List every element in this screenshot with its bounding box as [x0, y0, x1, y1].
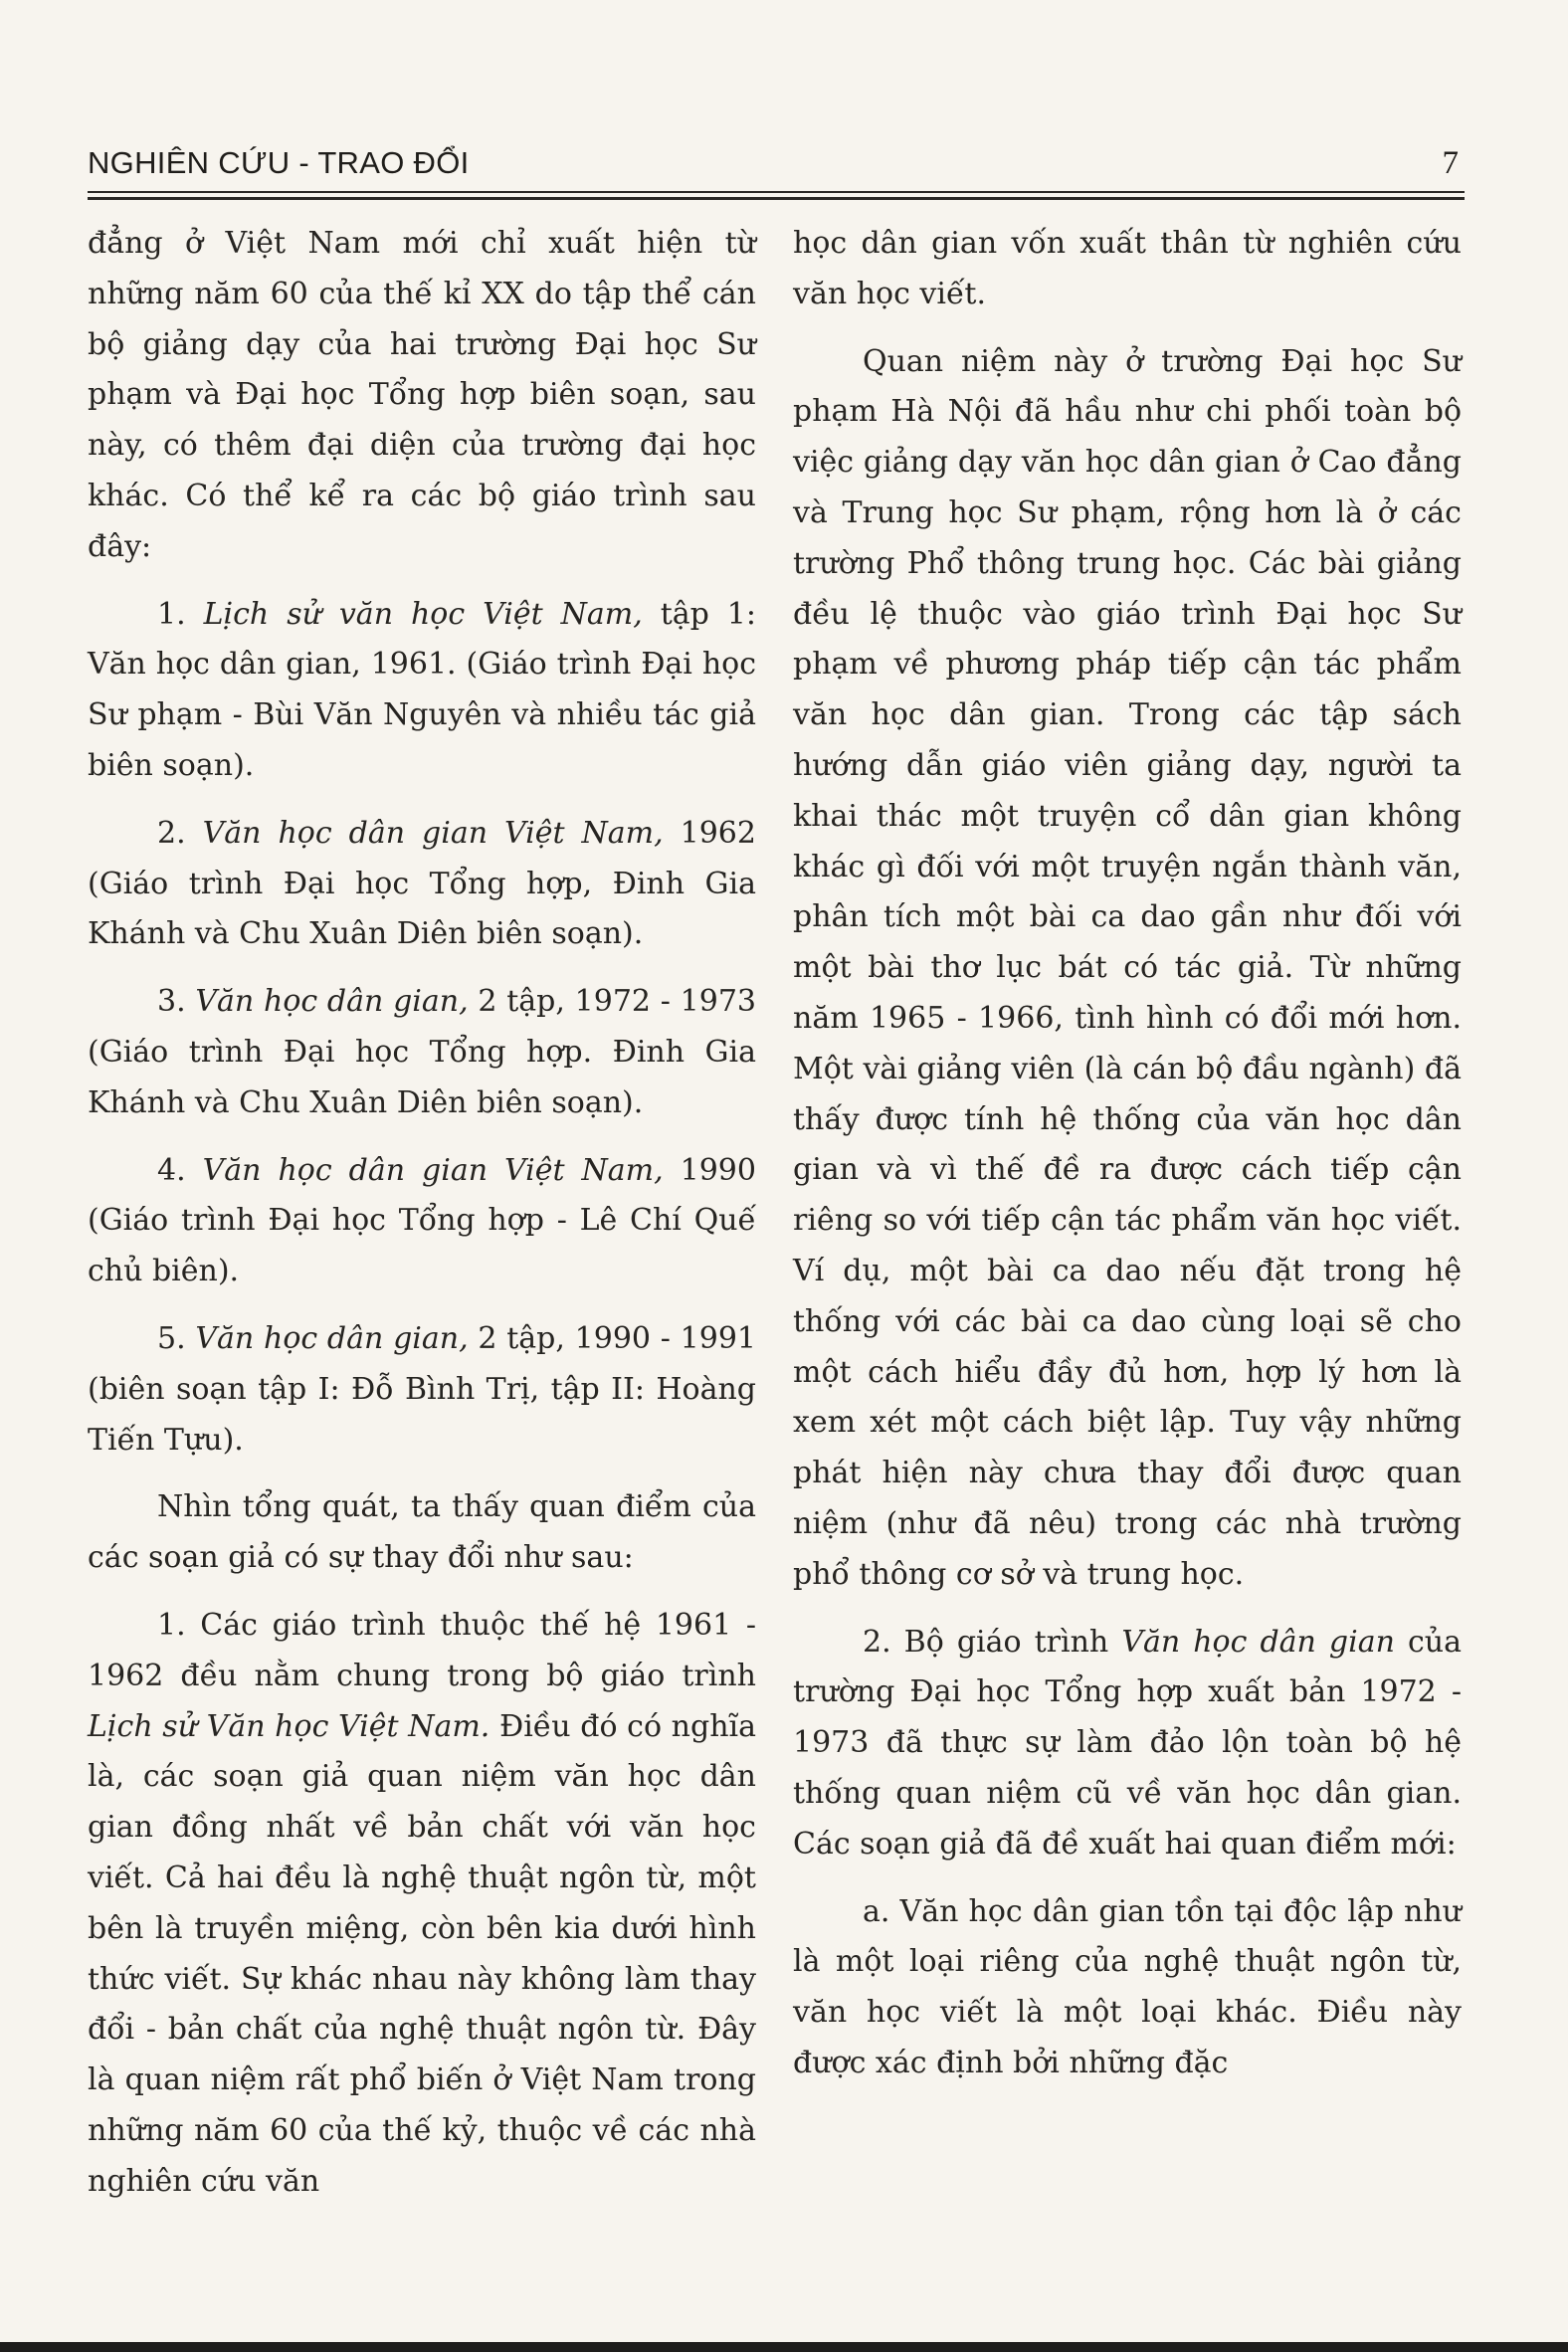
book-title: Văn học dân gian,: [195, 984, 469, 1020]
list-number: 1.: [157, 596, 204, 632]
list-item-4: [88, 1146, 756, 1297]
paragraph-conception: Quan niệm này ở trường Đại học Sư phạm Hà Nội đã hầu như chi phối toàn bộ việc giảng dạy văn học dân gian ở Cao đẳng và Trung học Sư phạm, rộng hơn là ở các trường Phổ thông trung học. Các bài giảng đều lệ thuộc vào giáo trình Đại học Sư phạm về phương pháp tiếp cận tác phẩm văn học dân gian. Trong các tập sách hướng dẫn giáo viên giảng dạy, người ta khai thác một truyện cổ dân gian không khác gì đối với một truyện ngắn thành văn, phân tích một bài ca dao gần như đối với một bài thơ lục bát có tác giả. Từ những năm 1965 - 1966, tình hình có đổi mới hơn. Một vài giảng viên (là cán bộ đầu ngành) đã thấy được tính hệ thống của văn học dân gian và vì thế đề ra được cách tiếp cận riêng so với tiếp cận tác phẩm văn học viết. Ví dụ, một bài ca dao nếu đặt trong hệ thống với các bài ca dao cùng loại sẽ cho một cách hiểu đầy đủ hơn, hợp lý hơn là xem xét một cách biệt lập. Tuy vậy những phát hiện này chưa thay đổi được quan niệm (như đã nêu) trong các nhà trường phổ thông cơ sở và trung học.: [793, 343, 1462, 1592]
paragraph-point-2: [793, 1618, 1462, 1870]
paragraph-continued: đẳng ở Việt Nam mới chỉ xuất hiện từ những năm 60 của thế kỉ XX do tập thể cán bộ giảng dạy của hai trường Đại học Sư phạm và Đại học Tổng hợp biên soạn, sau này, có thêm đại diện của trường đại học khác. Có thể kể ra các bộ giáo trình sau đây:: [88, 226, 756, 564]
book-title: Văn học dân gian Việt Nam,: [202, 815, 664, 851]
page-number: 7: [1442, 145, 1459, 181]
book-title: Văn học dân gian Việt Nam,: [202, 1152, 664, 1188]
book-title: Văn học dân gian: [1121, 1624, 1395, 1660]
list-number: 3.: [157, 984, 196, 1020]
paragraph-point-a: a. Văn học dân gian tồn tại độc lập như là một loại riêng của nghệ thuật ngôn từ, văn học viết là một loại khác. Điều này được xác định bởi những đặc: [793, 1893, 1462, 2080]
book-title: Lịch sử văn học Việt Nam,: [203, 596, 643, 632]
header-rule-thin: [88, 191, 1465, 193]
list-number: 2.: [157, 815, 203, 851]
list-item-2: [88, 809, 756, 960]
list-text: 1962 (Giáo trình Đại học Tổng hợp, Đinh Gia Khánh và Chu Xuân Diên biên soạn).: [88, 815, 756, 952]
paragraph-text: của trường Đại học Tổng hợp xuất bản 1972 - 1973 đã thực sự làm đảo lộn toàn bộ hệ thống quan niệm cũ về văn học dân gian. Các soạn giả đã đề xuất hai quan điểm mới:: [793, 1624, 1462, 1862]
list-text: 2 tập, 1990 - 1991 (biên soạn tập I: Đỗ Bình Trị, tập II: Hoàng Tiến Tựu).: [88, 1320, 756, 1458]
book-title: Lịch sử Văn học Việt Nam.: [88, 1708, 490, 1744]
list-item-3: [88, 977, 756, 1128]
running-header: [88, 139, 1459, 187]
paragraph-overview: Nhìn tổng quát, ta thấy quan điểm của các soạn giả có sự thay đổi như sau:: [88, 1489, 756, 1576]
header-rule-thick: [88, 197, 1465, 200]
list-item-5: [88, 1314, 756, 1466]
list-text: tập 1: Văn học dân gian, 1961. (Giáo trình Đại học Sư phạm - Bùi Văn Nguyên và nhiều tác giả biên soạn).: [88, 596, 756, 783]
list-number: 4.: [157, 1152, 203, 1188]
scan-edge: [0, 2342, 1568, 2352]
paragraph-text: 2. Bộ giáo trình: [863, 1624, 1122, 1660]
paragraph-point-1: [88, 1601, 756, 2208]
paragraph-text: 1. Các giáo trình thuộc thế hệ 1961 - 1962 đều nằm chung trong bộ giáo trình: [88, 1607, 756, 1693]
section-title: NGHIÊN CỨU - TRAO ĐỔI: [88, 145, 470, 180]
right-column: [793, 219, 1462, 2106]
list-text: 2 tập, 1972 - 1973 (Giáo trình Đại học Tổng hợp. Đinh Gia Khánh và Chu Xuân Diên biên soạn).: [88, 984, 756, 1120]
paragraph-continued: học dân gian vốn xuất thân từ nghiên cứu văn học viết.: [793, 226, 1462, 311]
list-number: 5.: [157, 1320, 196, 1356]
left-column: [88, 219, 756, 2224]
list-text: 1990 (Giáo trình Đại học Tổng hợp - Lê Chí Quế chủ biên).: [88, 1152, 756, 1289]
paragraph-text: Điều đó có nghĩa là, các soạn giả quan niệm văn học dân gian đồng nhất về bản chất với văn học viết. Cả hai đều là nghệ thuật ngôn từ, một bên là truyền miệng, còn bên kia dưới hình thức viết. Sự khác nhau này không làm thay đổi - bản chất của nghệ thuật ngôn từ. Đây là quan niệm rất phổ biến ở Việt Nam trong những năm 60 của thế kỷ, thuộc về các nhà nghiên cứu văn: [88, 1708, 756, 2199]
book-title: Văn học dân gian,: [195, 1320, 469, 1356]
list-item-1: [88, 590, 756, 792]
